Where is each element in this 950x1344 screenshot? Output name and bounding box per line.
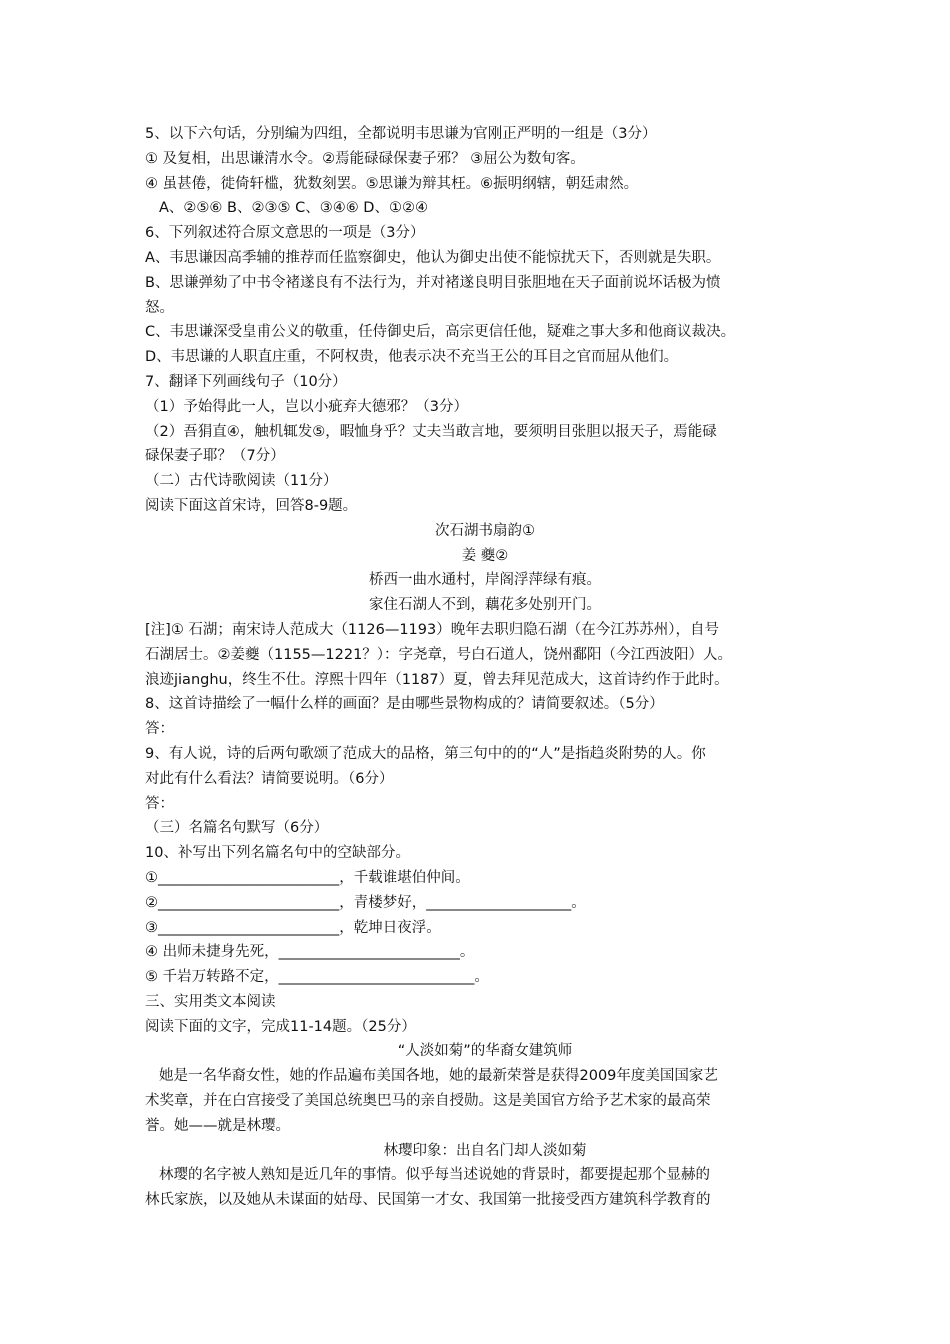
poem-note-2: 石湖居士。②姜夔（1155—1221？）：字尧章，号白石道人，饶州鄱阳（今江西波阳）人。 <box>145 646 733 663</box>
poem-line-2: 家住石湖人不到，藕花多处别开门。 <box>369 597 601 614</box>
document-page <box>145 122 825 1213</box>
q7-item-2-cont: 碌保妻子耶？（7分） <box>145 448 285 465</box>
article-title: “人淡如菊”的华裔女建筑师 <box>397 1043 573 1060</box>
article-para-2-line-1: 林璎的名字被人熟知是近几年的事情。似乎每当述说她的背景时，都要提起那个显赫的 <box>159 1167 710 1184</box>
poem-note-3: 浪迹jianghu，终生不仕。淳熙十四年（1187）夏，曾去拜见范成大，这首诗约作于此时。 <box>145 671 729 688</box>
q10-blank-4: ④ 出师未捷身先死，_________________________。 <box>145 944 475 961</box>
q6-option-b: B、思谦弹劾了中书令褚遂良有不法行为，并对褚遂良明目张胆地在天子面前说坏话极为愤 <box>145 274 721 291</box>
q5-options: A、②⑤⑥ B、②③⑤ C、③④⑥ D、①②④ <box>159 200 428 217</box>
q6-option-c: C、韦思谦深受皇甫公义的敬重，任侍御史后，高宗更信任他，疑难之事大多和他商议裁决。 <box>145 324 736 341</box>
poem-author: 姜 夔② <box>461 547 509 564</box>
q6-option-a: A、韦思谦因高季辅的推荐而任监察御史，他认为御史出使不能惊扰天下，否则就是失职。 <box>145 249 721 266</box>
article-para-2-line-2: 林氏家族，以及她从未谋面的姑母、民国第一才女、我国第一批接受西方建筑科学教育的 <box>145 1192 711 1209</box>
q5-sentences-1: ① 及复相，出思谦清水令。②焉能碌碌保妻子邪？ ③屈公为数旬客。 <box>145 150 585 167</box>
q10-blank-5: ⑤ 千岩万转路不定，___________________________。 <box>145 969 489 986</box>
q10-blank-2: ②_________________________，青楼梦好，____________________。 <box>145 894 586 911</box>
section-practical-heading: 三、实用类文本阅读 <box>145 993 276 1010</box>
article-subtitle: 林璎印象：出自名门却人淡如菊 <box>383 1142 587 1159</box>
q7-item-2: （2）吾狷直④，触机辄发⑤，暇恤身乎？丈夫当敢言地，要须明目张胆以报天子，焉能碌 <box>145 423 717 440</box>
q10-stem: 10、补写出下列名篇名句中的空缺部分。 <box>145 845 410 862</box>
poetry-instruction: 阅读下面这首宋诗，回答8-9题。 <box>145 497 358 514</box>
practical-instruction: 阅读下面的文字，完成11-14题。（25分） <box>145 1018 416 1035</box>
poem-note-1: [注]① 石湖；南宋诗人范成大（1126—1193）晚年去职归隐石湖（在今江苏苏州），自号 <box>145 621 719 638</box>
section-recitation-heading: （三）名篇名句默写（6分） <box>145 820 329 837</box>
q6-option-b-cont: 怒。 <box>145 299 174 316</box>
q8-stem: 8、这首诗描绘了一幅什么样的画面？是由哪些景物构成的？请简要叙述。（5分） <box>145 696 664 713</box>
q7-stem: 7、翻译下列画线句子（10分） <box>145 373 347 390</box>
article-para-1-line-1: 她是一名华裔女性，她的作品遍布美国各地，她的最新荣誉是获得2009年度美国国家艺 <box>159 1068 718 1085</box>
q9-stem: 9、有人说，诗的后两句歌颂了范成大的品格，第三句中的的“人”是指趋炎附势的人。你 <box>145 745 706 762</box>
q5-sentences-2: ④ 虽甚倦，徙倚轩槛，犹数刻罢。⑤思谦为辩其枉。⑥振明纲辖，朝廷肃然。 <box>145 175 639 192</box>
q10-blank-3: ③_________________________，乾坤日夜浮。 <box>145 919 441 936</box>
q6-option-d: D、韦思谦的人职直庄重，不阿权贵，他表示决不充当王公的耳目之官而屈从他们。 <box>145 349 679 366</box>
poem-line-1: 桥西一曲水通村，岸阁浮萍绿有痕。 <box>369 572 601 589</box>
article-para-1-line-3: 誉。她——就是林璎。 <box>145 1117 290 1134</box>
q6-stem: 6、下列叙述符合原文意思的一项是（3分） <box>145 225 425 242</box>
section-poetry-heading: （二）古代诗歌阅读（11分） <box>145 473 338 490</box>
q8-answer-label: 答： <box>145 721 174 738</box>
q9-stem-cont: 对此有什么看法？请简要说明。（6分） <box>145 770 394 787</box>
q9-answer-label: 答： <box>145 795 174 812</box>
poem-title: 次石湖书扇韵① <box>435 522 535 539</box>
q10-blank-1: ①_________________________，千载谁堪伯仲间。 <box>145 869 470 886</box>
article-para-1-line-2: 术奖章，并在白宫接受了美国总统奥巴马的亲自授勋。这是美国官方给予艺术家的最高荣 <box>145 1093 711 1110</box>
q5-stem: 5、以下六句话，分别编为四组，全都说明韦思谦为官刚正严明的一组是（3分） <box>145 126 657 142</box>
q7-item-1: （1）予始得此一人，岂以小疵弃大德邪？（3分） <box>145 398 468 415</box>
